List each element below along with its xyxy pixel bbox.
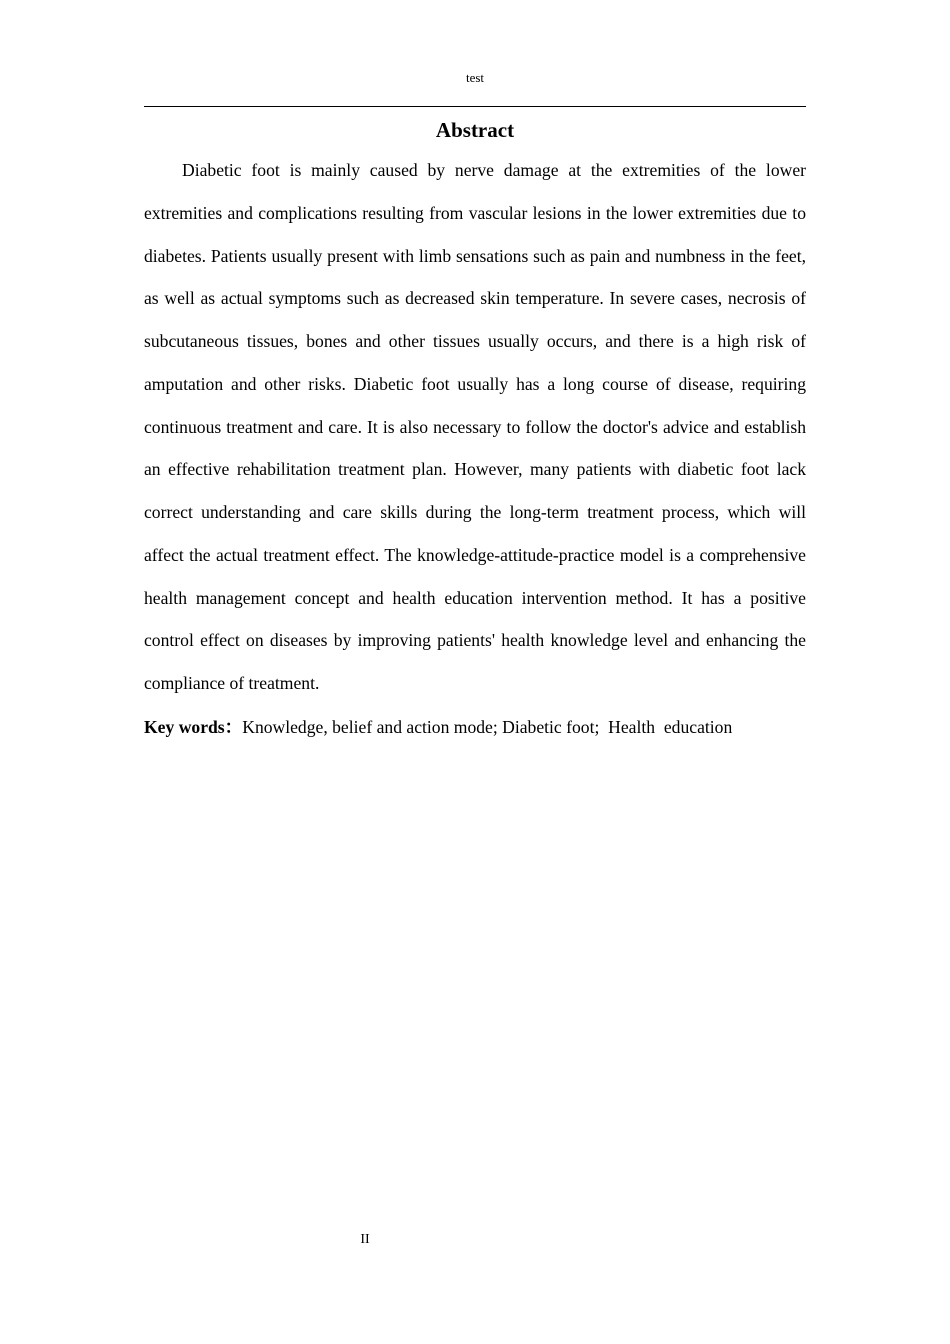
header-divider — [144, 106, 806, 107]
keywords-line — [144, 714, 806, 740]
keywords-value: Knowledge, belief and action mode; Diabetic foot; Health education — [242, 717, 733, 737]
abstract-body: Diabetic foot is mainly caused by nerve damage at the extremities of the lower extremities and complications resulting from vascular lesions in the lower extremities due to diabetes. Patients usually present with limb sensations such as pain and numbness in the feet, as well as actual symptoms such as decreased skin temperature. In severe cases, necrosis of subcutaneous tissues, bones and other tissues usually occurs, and there is a high risk of amputation and other risks. Diabetic foot usually has a long course of disease, requiring continuous treatment and care. It is also necessary to follow the doctor's advice and establish an effective rehabilitation treatment plan. However, many patients with diabetic foot lack correct understanding and care skills during the long-term treatment process, which will affect the actual treatment effect. The knowledge-attitude-practice model is a comprehensive health management concept and health education intervention method. It has a positive control effect on diseases by improving patients' health knowledge level and enhancing the compliance of treatment. — [144, 160, 806, 693]
keywords-label: Key words： — [144, 717, 243, 737]
page-number: II — [360, 1232, 370, 1247]
abstract-title: Abstract — [435, 118, 515, 142]
running-header: test — [465, 70, 485, 85]
